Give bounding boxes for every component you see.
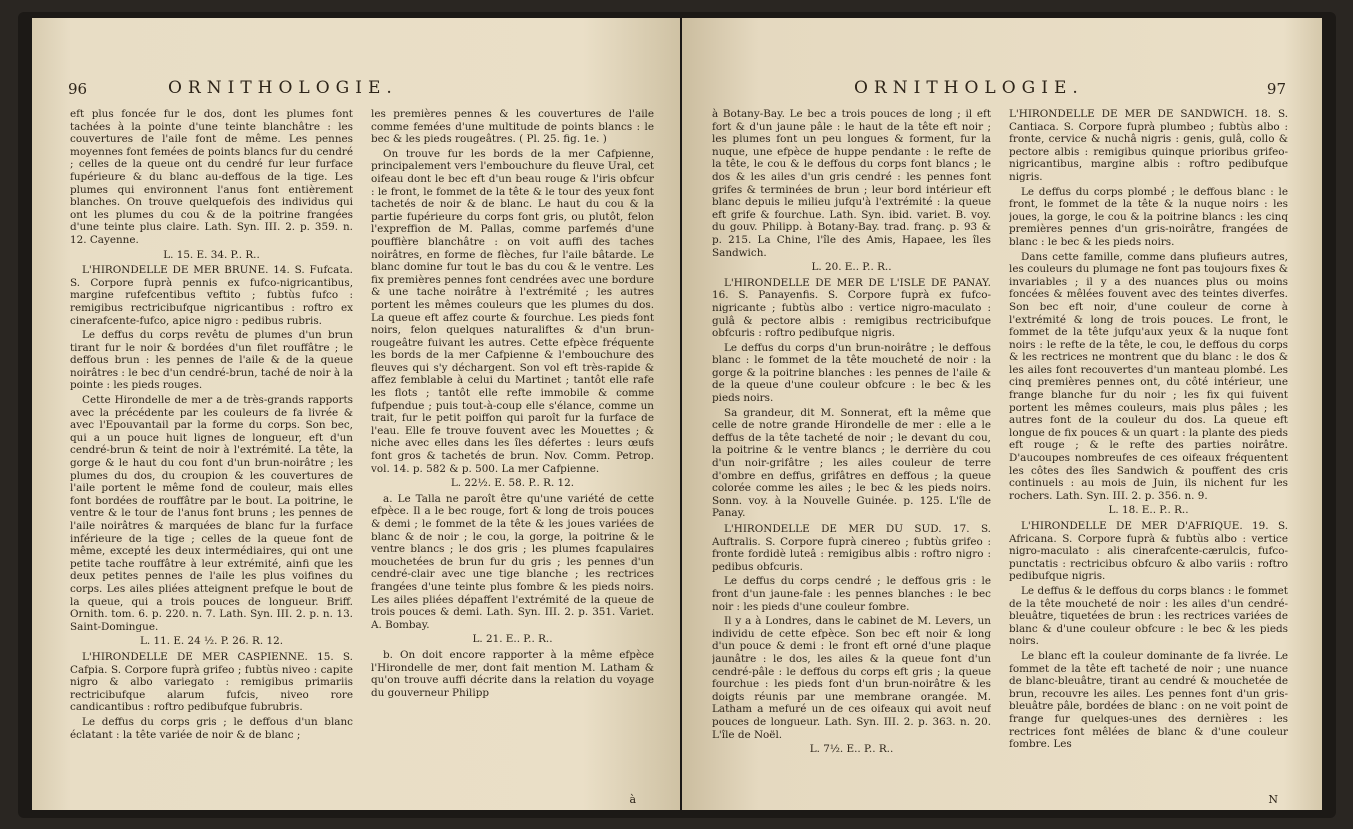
paragraph: Le deffus du corps d'un brun-noirâtre ; le deffous blanc : le fommet de la tête moucheté de noir : la gorge & la poitrine blanches : les pennes de l'aile & de la queue d'une couleur obfcure : le bec & les pieds noirs. (712, 341, 991, 405)
right-signature-mark: N (1268, 793, 1278, 806)
paragraph: b. On doit encore rapporter à la même efpèce l'Hirondelle de mer, dont fait mention M. Latham & qu'on trouve auffi décrite dans la relation du voyage du gouverneur Philipp (371, 648, 654, 699)
paragraph: On trouve fur les bords de la mer Cafpienne, principalement vers l'embouchure du fleuve Ural, cet oifeau dont le bec eft d'un beau rouge & l'iris obfcur : le front, le fommet de la tête & le tour des yeux font tachetés de noir & de blanc. Le haut du cou & la partie fupérieure du corps font gris, ou plutôt, felon l'expreffion de M. Pallas, comme parfemés d'une pouffière blanchâtre : on voit auffi des taches noirâtres, en forme de flèches, fur l'aile bâtarde. Le blanc domine fur tout le bas du cou & le ventre. Les fix premières pennes font cendrées avec une bordure & une tache noirâtre à l'extrémité ; les autres portent les mêmes couleurs que les plumes du dos. La queue eft affez courte & fourchue. Les pieds font noirs, felon quelques naturaliftes & d'un brun-rougeâtre fuivant les autres. Cette efpèce fréquente les bords de la mer Cafpienne & l'embouchure des fleuves qui s'y déchargent. Son vol eft très-rapide & affez femblable à celui du Martinet ; tantôt elle rafe les flots ; tantôt elle refte immobile & comme fufpendue ; puis tout-à-coup elle s'élance, comme un trait, fur le petit poiffon qui paroît fur la furface de l'eau. Elle fe trouve fouvent avec les Mouettes ; & niche avec elles dans les îles défertes : leurs œufs font gros & tachetés de brun. Nov. Comm. Petrop. vol. 14. p. 582 & p. 500. La mer Cafpienne. (371, 147, 654, 475)
measurement-line: L. 22½. E. 58. P.. R. 12. (450, 477, 575, 490)
right-column-2 (1009, 108, 1288, 792)
paragraph: Sa grandeur, dit M. Sonnerat, eft la même que celle de notre grande Hirondelle de mer : elle a le deffus de la tête tacheté de noir ; le devant du cou, la poitrine & le ventre blancs ; le derrière du cou d'un noir-grifâtre ; les ailes couleur de terre d'ombre en deffus, grifâtres en deffous ; la queue colorée comme les ailes ; le bec & les pieds noirs. Sonn. voy. à la Nouvelle Guinée. p. 125. L'île de Panay. (712, 406, 991, 520)
species-heading: L'HIRONDELLE DE MER DE L'ISLE DE PANAY. 16. S. Panayenfis. S. Corpore fuprà ex fufco-nigricante ; fubtùs albo : vertice nigro-maculato : gulâ & pectore albis : remigibus rectricibufque obfcuris : roftro pedibufque nigris. (712, 276, 991, 340)
measurement-line: L. 15. E. 34. P.. R.. (163, 248, 260, 261)
paragraph: eft plus foncée fur le dos, dont les plumes font tachées à la pointe d'une teinte blanchâtre : les couvertures de l'aile font de même. Les pennes moyennes font femées de points blancs fur du cendré ; celles de la queue ont du cendré fur leur furface fupérieure & du blanc au-deffous de la tige. Les plumes qui environnent l'anus font entièrement blanches. On trouve quelquefois des individus qui ont les plumes du cou & de la poitrine frangées d'une teinte plus claire. Lath. Syn. III. 2. p. 359. n. 12. Cayenne. (70, 108, 353, 246)
measurement-line: L. 21. E.. P.. R.. (472, 633, 553, 646)
paragraph: Le deffus du corps gris ; le deffous d'un blanc éclatant : la tête variée de noir & de blanc ; (70, 715, 353, 741)
species-heading: L'HIRONDELLE DE MER CASPIENNE. 15. S. Cafpia. S. Corpore fuprà grifeo ; fubtùs niveo : capite nigro & albo variegato : remigibus primariis rectricibufque alarum fufcis, niveo rore candicantibus : roftro pedibufque fubrubris. (70, 650, 353, 714)
paragraph: a. Le Talla ne paroît être qu'une variété de cette efpèce. Il a le bec rouge, fort & long de trois pouces & demi ; le fommet de la tête & les joues variées de blanc & de noir ; le cou, la gorge, la poitrine & le ventre blancs ; le dos gris ; les plumes fcapulaires mouchetées de brun fur du gris ; les pennes d'un cendré-clair avec une tige blanche ; les rectrices frangées d'une teinte plus fombre & les pieds noirs. Les ailes pliées dépaffent l'extrémité de la queue de trois pouces & demi. Lath. Syn. III. 2. p. 351. Variet. A. Bombay. (371, 492, 654, 631)
species-heading: L'HIRONDELLE DE MER DU SUD. 17. S. Auftralis. S. Corpore fuprà cinereo ; fubtùs grifeo : fronte fordidè luteâ : remigibus albis : roftro nigro : pedibus obfcuris. (712, 523, 991, 573)
paragraph: Le deffus & le deffous du corps blancs : le fommet de la tête moucheté de noir : les ailes d'un cendré-bleuâtre, tiquetées de brun : les rectrices variées de blanc & d'une couleur obfcure : le bec & les pieds noirs. (1009, 584, 1288, 648)
paragraph: Le deffus du corps revêtu de plumes d'un brun tirant fur le noir & bordées d'un filet rouffâtre ; le deffous brun : les pennes de l'aile & de la queue noirâtres : le bec d'un cendré-brun, taché de noir à la pointe : les pieds rouges. (70, 329, 353, 392)
left-catchword: à (629, 793, 636, 806)
left-page (32, 18, 680, 810)
right-running-head: ORNITHOLOGIE. (854, 78, 1084, 98)
species-heading: L'HIRONDELLE DE MER D'AFRIQUE. 19. S. Africana. S. Corpore fuprà & fubtùs albo : vertice nigro-maculato : alis cinerafcente-cærulcis, fufco-punctatis : rectricibus obfcuro & albo variis : roftro pedibufque nigris. (1009, 520, 1288, 583)
right-page-header (682, 78, 1322, 104)
paragraph: Cette Hirondelle de mer a de très-grands rapports avec la précédente par les couleurs de fa livrée & avec l'Epouvantail par la forme du corps. Son bec, qui a un pouce huit lignes de longueur, eft d'un cendré-brun & teint de noir à l'extrémité. La tête, la gorge & le haut du cou font d'un brun-noirâtre ; les plumes du dos, du croupion & les couvertures de l'aile portent le même fond de couleur, mais elles font bordées de rouffâtre par le bout. La poitrine, le ventre & le tour de l'anus font bruns ; les pennes de l'aile noirâtres & marquées de blanc fur la furface inférieure de la tige ; celles de la queue font de même, excepté les deux intermédiaires, qui ont une petite tache rouffâtre à leur extrémité, ainfi que les deux petites pennes de l'aile les plus voifines du corps. Les ailes pliées atteignent prefque le bout de la queue, qui a trois pouces de longueur. Briff. Ornith. tom. 6. p. 220. n. 7. Lath. Syn. III. 2. p. n. 13. Saint-Domingue. (70, 394, 353, 633)
paragraph: Il y a à Londres, dans le cabinet de M. Levers, un individu de cette efpèce. Son bec eft noir & long d'un pouce & demi : le front eft orné d'une plaque jaunâtre : le dos, les ailes & la queue font d'un cendré-pâle : le deffous du corps eft gris ; la queue fourchue : les pieds font d'un brun-noirâtre & les doigts réunis par une membrane orangée. M. Latham a mefuré un de ces oifeaux qui avoit neuf pouces de longueur. Lath. Syn. III. 2. p. 363. n. 20. L'île de Noël. (712, 615, 991, 741)
book-spread (18, 12, 1336, 818)
measurement-line: L. 7½. E.. P.. R.. (809, 743, 894, 756)
right-page (682, 18, 1322, 810)
measurement-line: L. 18. E.. P.. R.. (1108, 504, 1189, 517)
paragraph: les premières pennes & les couvertures de l'aile comme femées d'une multitude de points blancs : le bec & les pieds rougeâtres. ( Pl. 25. fig. 1e. ) (371, 108, 654, 146)
paragraph: Dans cette famille, comme dans plufieurs autres, les couleurs du plumage ne font pas toujours fixes & invariables ; il y a des nuances plus ou moins foncées & mêlées fouvent avec des teintes diverfes. Son bec eft noir, d'une couleur de corne à l'extrémité & long de trois pouces. Le front, le fommet de la tête jufqu'aux yeux & la nuque font noirs : le refte de la tête, le cou, le deffous du corps & les rectrices ne montrent que du blanc : le dos & les ailes font recouvertes d'un manteau plombé. Les cinq premières pennes ont, du côté intérieur, une frange blanche fur du noir ; les fix qui fuivent portent les mêmes couleurs, mais plus pâles ; les autres font de la couleur du dos. La queue eft longue de fix pouces & un quart : la plante des pieds eft rouge ; & le refte des parties noirâtre. D'aucoupes nombreufes de ces oifeaux fréquentent les côtes des îles Sandwich & pouffent des cris continuels : au mois de Juin, ils nichent fur les rochers. Lath. Syn. III. 2. p. 356. n. 9. (1009, 250, 1288, 502)
measurement-line: L. 11. E. 24 ½. P. 26. R. 12. (140, 635, 283, 648)
left-column-2 (371, 108, 654, 792)
paragraph: L'HIRONDELLE DE MER DE SANDWICH. 18. S. Cantiaca. S. Corpore fuprà plumbeo ; fubtùs albo : fronte, cervice & nuchâ nigris : genis, gulâ, collo & pectore albis : remigibus quinque prioribus grifeo-nigricantibus, margine albis : roftro pedibufque nigris. (1009, 108, 1288, 183)
paragraph: Le deffus du corps plombé ; le deffous blanc : le front, le fommet de la tête & la nuque noirs : les joues, la gorge, le cou & la poitrine blancs : les cinq premières pennes d'un gris-noirâtre, frangées de blanc : le bec & les pieds noirs. (1009, 185, 1288, 248)
paragraph: Le blanc eft la couleur dominante de fa livrée. Le fommet de la tête eft tacheté de noir ; une nuance de blanc-bleuâtre, tirant au cendré & mouchetée de brun, recouvre les ailes. Les pennes font d'un gris-bleuâtre pâle, bordées de blanc : on ne voit point de frange fur quelques-unes des dernières : les rectrices font mêlées de blanc & d'une couleur fombre. Les (1009, 649, 1288, 751)
right-columns (712, 108, 1288, 792)
left-running-head: ORNITHOLOGIE. (168, 78, 398, 98)
left-page-number: 96 (68, 80, 88, 98)
paragraph: Le deffus du corps cendré ; le deffous gris : le front d'un jaune-fale : les pennes blanches : le bec noir : les pieds d'une couleur fombre. (712, 575, 991, 613)
right-page-number: 97 (1266, 80, 1286, 98)
left-page-header (32, 78, 680, 104)
right-column-1 (712, 108, 991, 792)
species-heading: L'HIRONDELLE DE MER BRUNE. 14. S. Fufcata. S. Corpore fuprà pennis ex fufco-nigricantibus, margine rufefcentibus veftito ; fubtùs fufco : remigibus rectricibufque nigricantibus : roftro ex cinerafcente-fufco, apice nigro : pedibus rubris. (70, 264, 353, 327)
left-column-1 (70, 108, 353, 792)
paragraph: à Botany-Bay. Le bec a trois pouces de long ; il eft fort & d'un jaune pâle : le haut de la tête eft noir ; les plumes font un peu longues & forment, fur la nuque, une efpèce de huppe pendante : le refte de la tête, le cou & le deffous du corps font blancs ; le dos & les ailes d'un gris cendré : les pennes font grifes & terminées de brun ; leur bord intérieur eft blanc depuis le milieu jufqu'à l'extrémité : la queue eft grife & fourchue. Lath. Syn. ibid. variet. B. voy. du gouv. Philipp. à Botany-Bay. trad. franç. p. 93 & p. 215. La Chine, l'île des Amis, Hapaee, les îles Sandwich. (712, 108, 991, 259)
measurement-line: L. 20. E.. P.. R.. (811, 261, 892, 274)
left-columns (70, 108, 654, 792)
